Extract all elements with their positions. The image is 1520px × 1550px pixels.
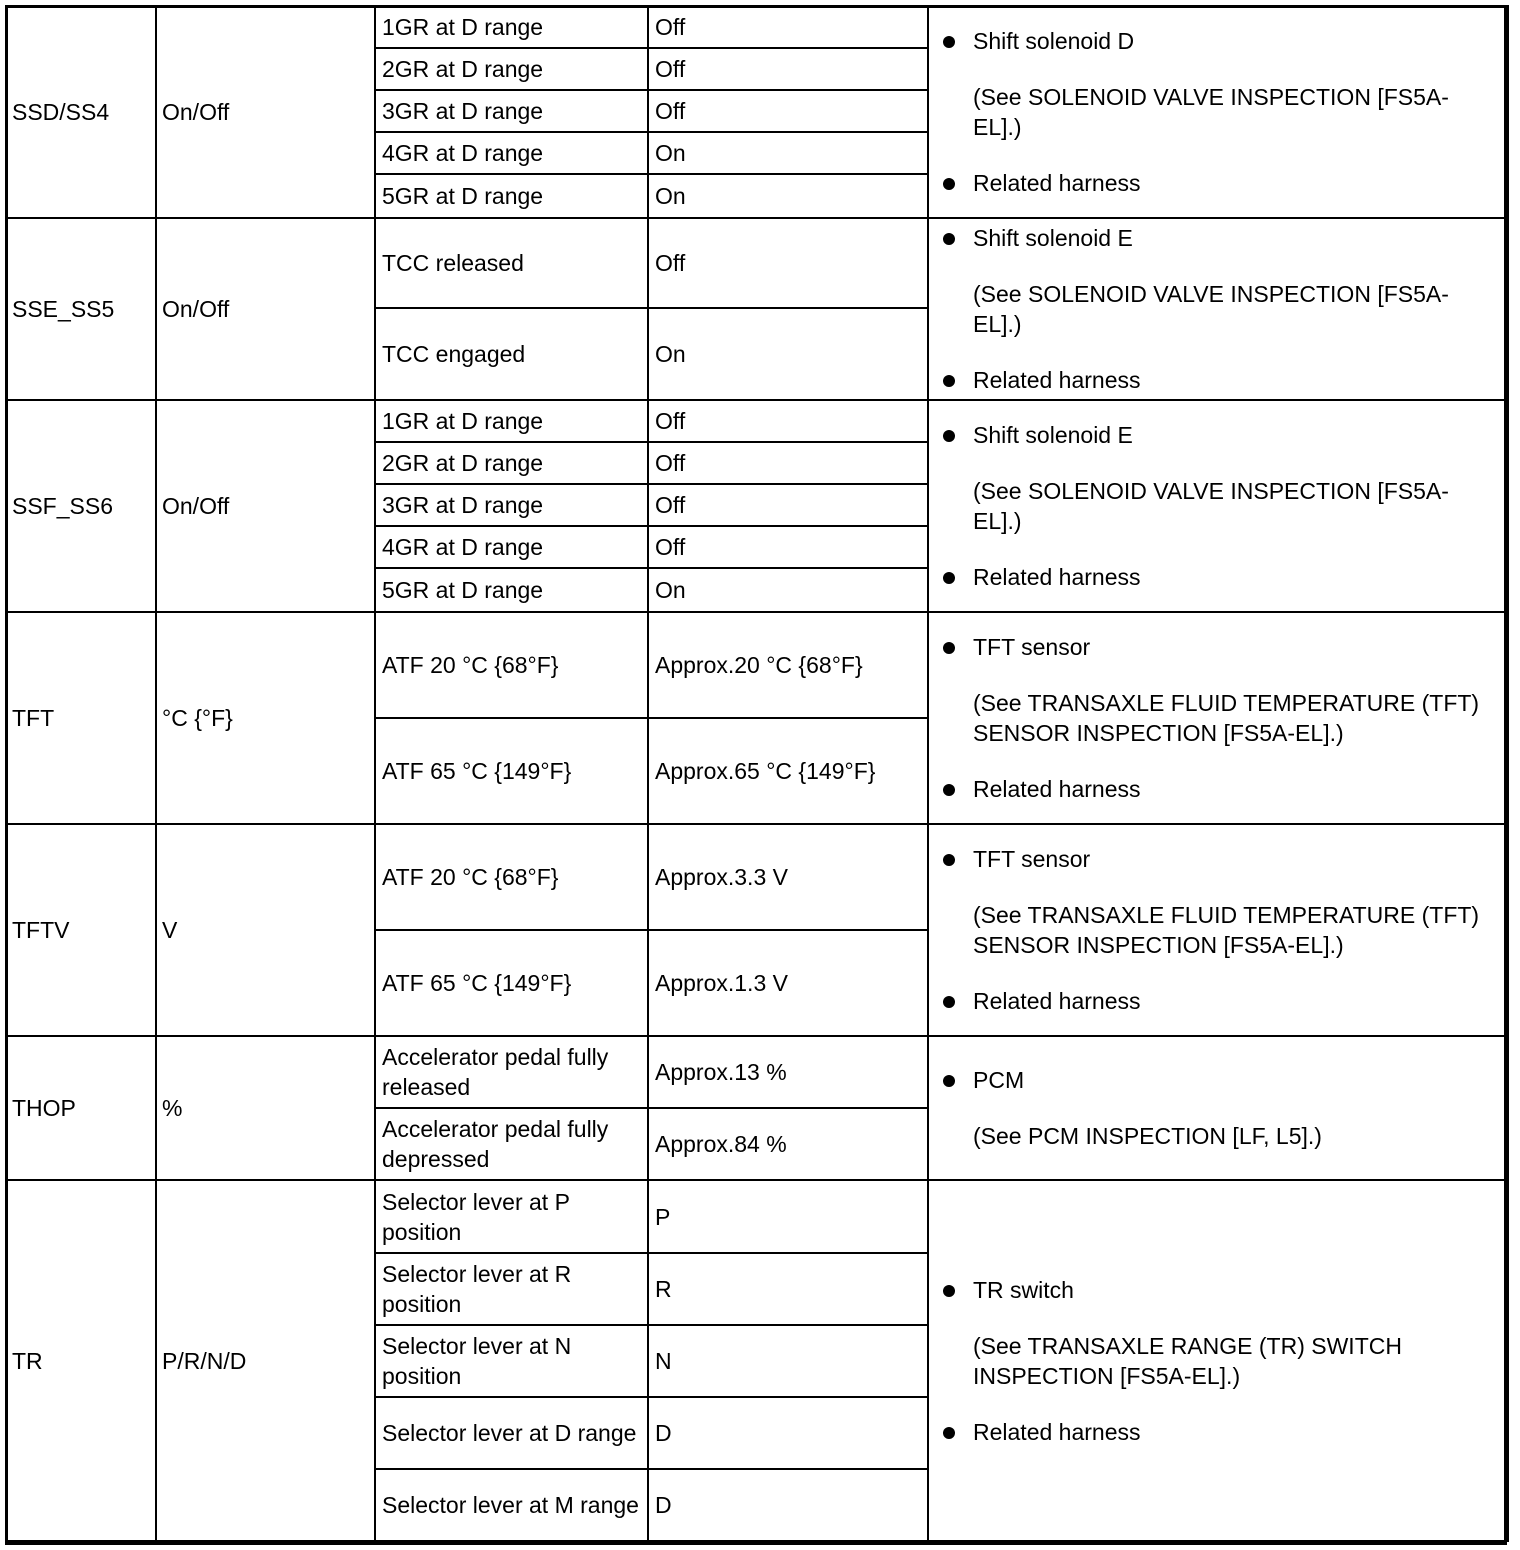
value: D [648, 1397, 928, 1469]
unit: % [156, 1036, 375, 1180]
condition: 3GR at D range [375, 90, 648, 132]
unit: °C {°F} [156, 612, 375, 824]
value: N [648, 1325, 928, 1397]
value: Off [648, 526, 928, 568]
condition: TCC engaged [375, 308, 648, 400]
condition: 2GR at D range [375, 48, 648, 90]
condition: 3GR at D range [375, 484, 648, 526]
value: Approx.3.3 V [648, 824, 928, 930]
condition: 5GR at D range [375, 568, 648, 612]
inspection-item: TFT sensor [973, 844, 1497, 874]
inspection-item: Related harness [973, 1417, 1497, 1447]
inspection-ref: (See TRANSAXLE FLUID TEMPERATURE (TFT) SENSOR INSPECTION [FS5A-EL].) [973, 690, 1480, 746]
condition: 4GR at D range [375, 526, 648, 568]
value: Approx.84 % [648, 1108, 928, 1180]
inspection-ref: (See SOLENOID VALVE INSPECTION [FS5A-EL].) [973, 84, 1449, 140]
inspection-item: TFT sensor [973, 632, 1497, 662]
param-name: TR [6, 1180, 156, 1541]
value: On [648, 132, 928, 174]
unit: On/Off [156, 6, 375, 218]
inspection-item: Related harness [973, 168, 1497, 198]
condition: 1GR at D range [375, 400, 648, 442]
inspection-item: Shift solenoid D [973, 26, 1497, 56]
condition: 1GR at D range [375, 6, 648, 48]
unit: On/Off [156, 400, 375, 612]
value: Off [648, 218, 928, 308]
inspection-item: Related harness [973, 562, 1497, 592]
value: Off [648, 442, 928, 484]
value: Approx.65 °C {149°F} [648, 718, 928, 824]
condition: ATF 20 °C {68°F} [375, 824, 648, 930]
value: Approx.20 °C {68°F} [648, 612, 928, 718]
inspection-ref: (See PCM INSPECTION [LF, L5].) [973, 1123, 1322, 1149]
param-name: SSF_SS6 [6, 400, 156, 612]
inspection-ref: (See TRANSAXLE FLUID TEMPERATURE (TFT) SENSOR INSPECTION [FS5A-EL].) [973, 902, 1480, 958]
value: D [648, 1469, 928, 1541]
inspection-item: Shift solenoid E [973, 420, 1497, 450]
condition: ATF 65 °C {149°F} [375, 930, 648, 1036]
value: Off [648, 90, 928, 132]
condition: Accelerator pedal fully released [375, 1036, 648, 1108]
inspection-ref: (See SOLENOID VALVE INSPECTION [FS5A-EL].) [973, 281, 1449, 337]
condition: Selector lever at R position [375, 1253, 648, 1325]
param-name: TFTV [6, 824, 156, 1036]
param-name: THOP [6, 1036, 156, 1180]
inspection-item: Shift solenoid E [973, 223, 1497, 253]
condition: Selector lever at D range [375, 1397, 648, 1469]
inspection-item: Related harness [973, 774, 1497, 804]
condition: 4GR at D range [375, 132, 648, 174]
condition: Selector lever at M range [375, 1469, 648, 1541]
param-name: SSE_SS5 [6, 218, 156, 400]
inspection-item: PCM [973, 1065, 1497, 1095]
condition: Selector lever at N position [375, 1325, 648, 1397]
value: Off [648, 6, 928, 48]
condition: ATF 65 °C {149°F} [375, 718, 648, 824]
value: On [648, 308, 928, 400]
inspection-item: Related harness [973, 365, 1497, 395]
inspection-ref: (See SOLENOID VALVE INSPECTION [FS5A-EL].) [973, 478, 1449, 534]
value: P [648, 1180, 928, 1253]
unit: V [156, 824, 375, 1036]
condition: ATF 20 °C {68°F} [375, 612, 648, 718]
unit: P/R/N/D [156, 1180, 375, 1541]
value: Off [648, 48, 928, 90]
value: R [648, 1253, 928, 1325]
condition: TCC released [375, 218, 648, 308]
inspection-item: TR switch [973, 1275, 1497, 1305]
condition: 5GR at D range [375, 174, 648, 218]
value: Off [648, 400, 928, 442]
param-name: SSD/SS4 [6, 6, 156, 218]
unit: On/Off [156, 218, 375, 400]
value: Approx.13 % [648, 1036, 928, 1108]
condition: Selector lever at P position [375, 1180, 648, 1253]
value: On [648, 568, 928, 612]
value: On [648, 174, 928, 218]
inspection-item: Related harness [973, 986, 1497, 1016]
condition: Accelerator pedal fully depressed [375, 1108, 648, 1180]
param-name: TFT [6, 612, 156, 824]
value: Approx.1.3 V [648, 930, 928, 1036]
value: Off [648, 484, 928, 526]
inspection-ref: (See TRANSAXLE RANGE (TR) SWITCH INSPECTION [FS5A-EL].) [973, 1332, 1402, 1389]
table-frame [5, 5, 1507, 1545]
condition: 2GR at D range [375, 442, 648, 484]
